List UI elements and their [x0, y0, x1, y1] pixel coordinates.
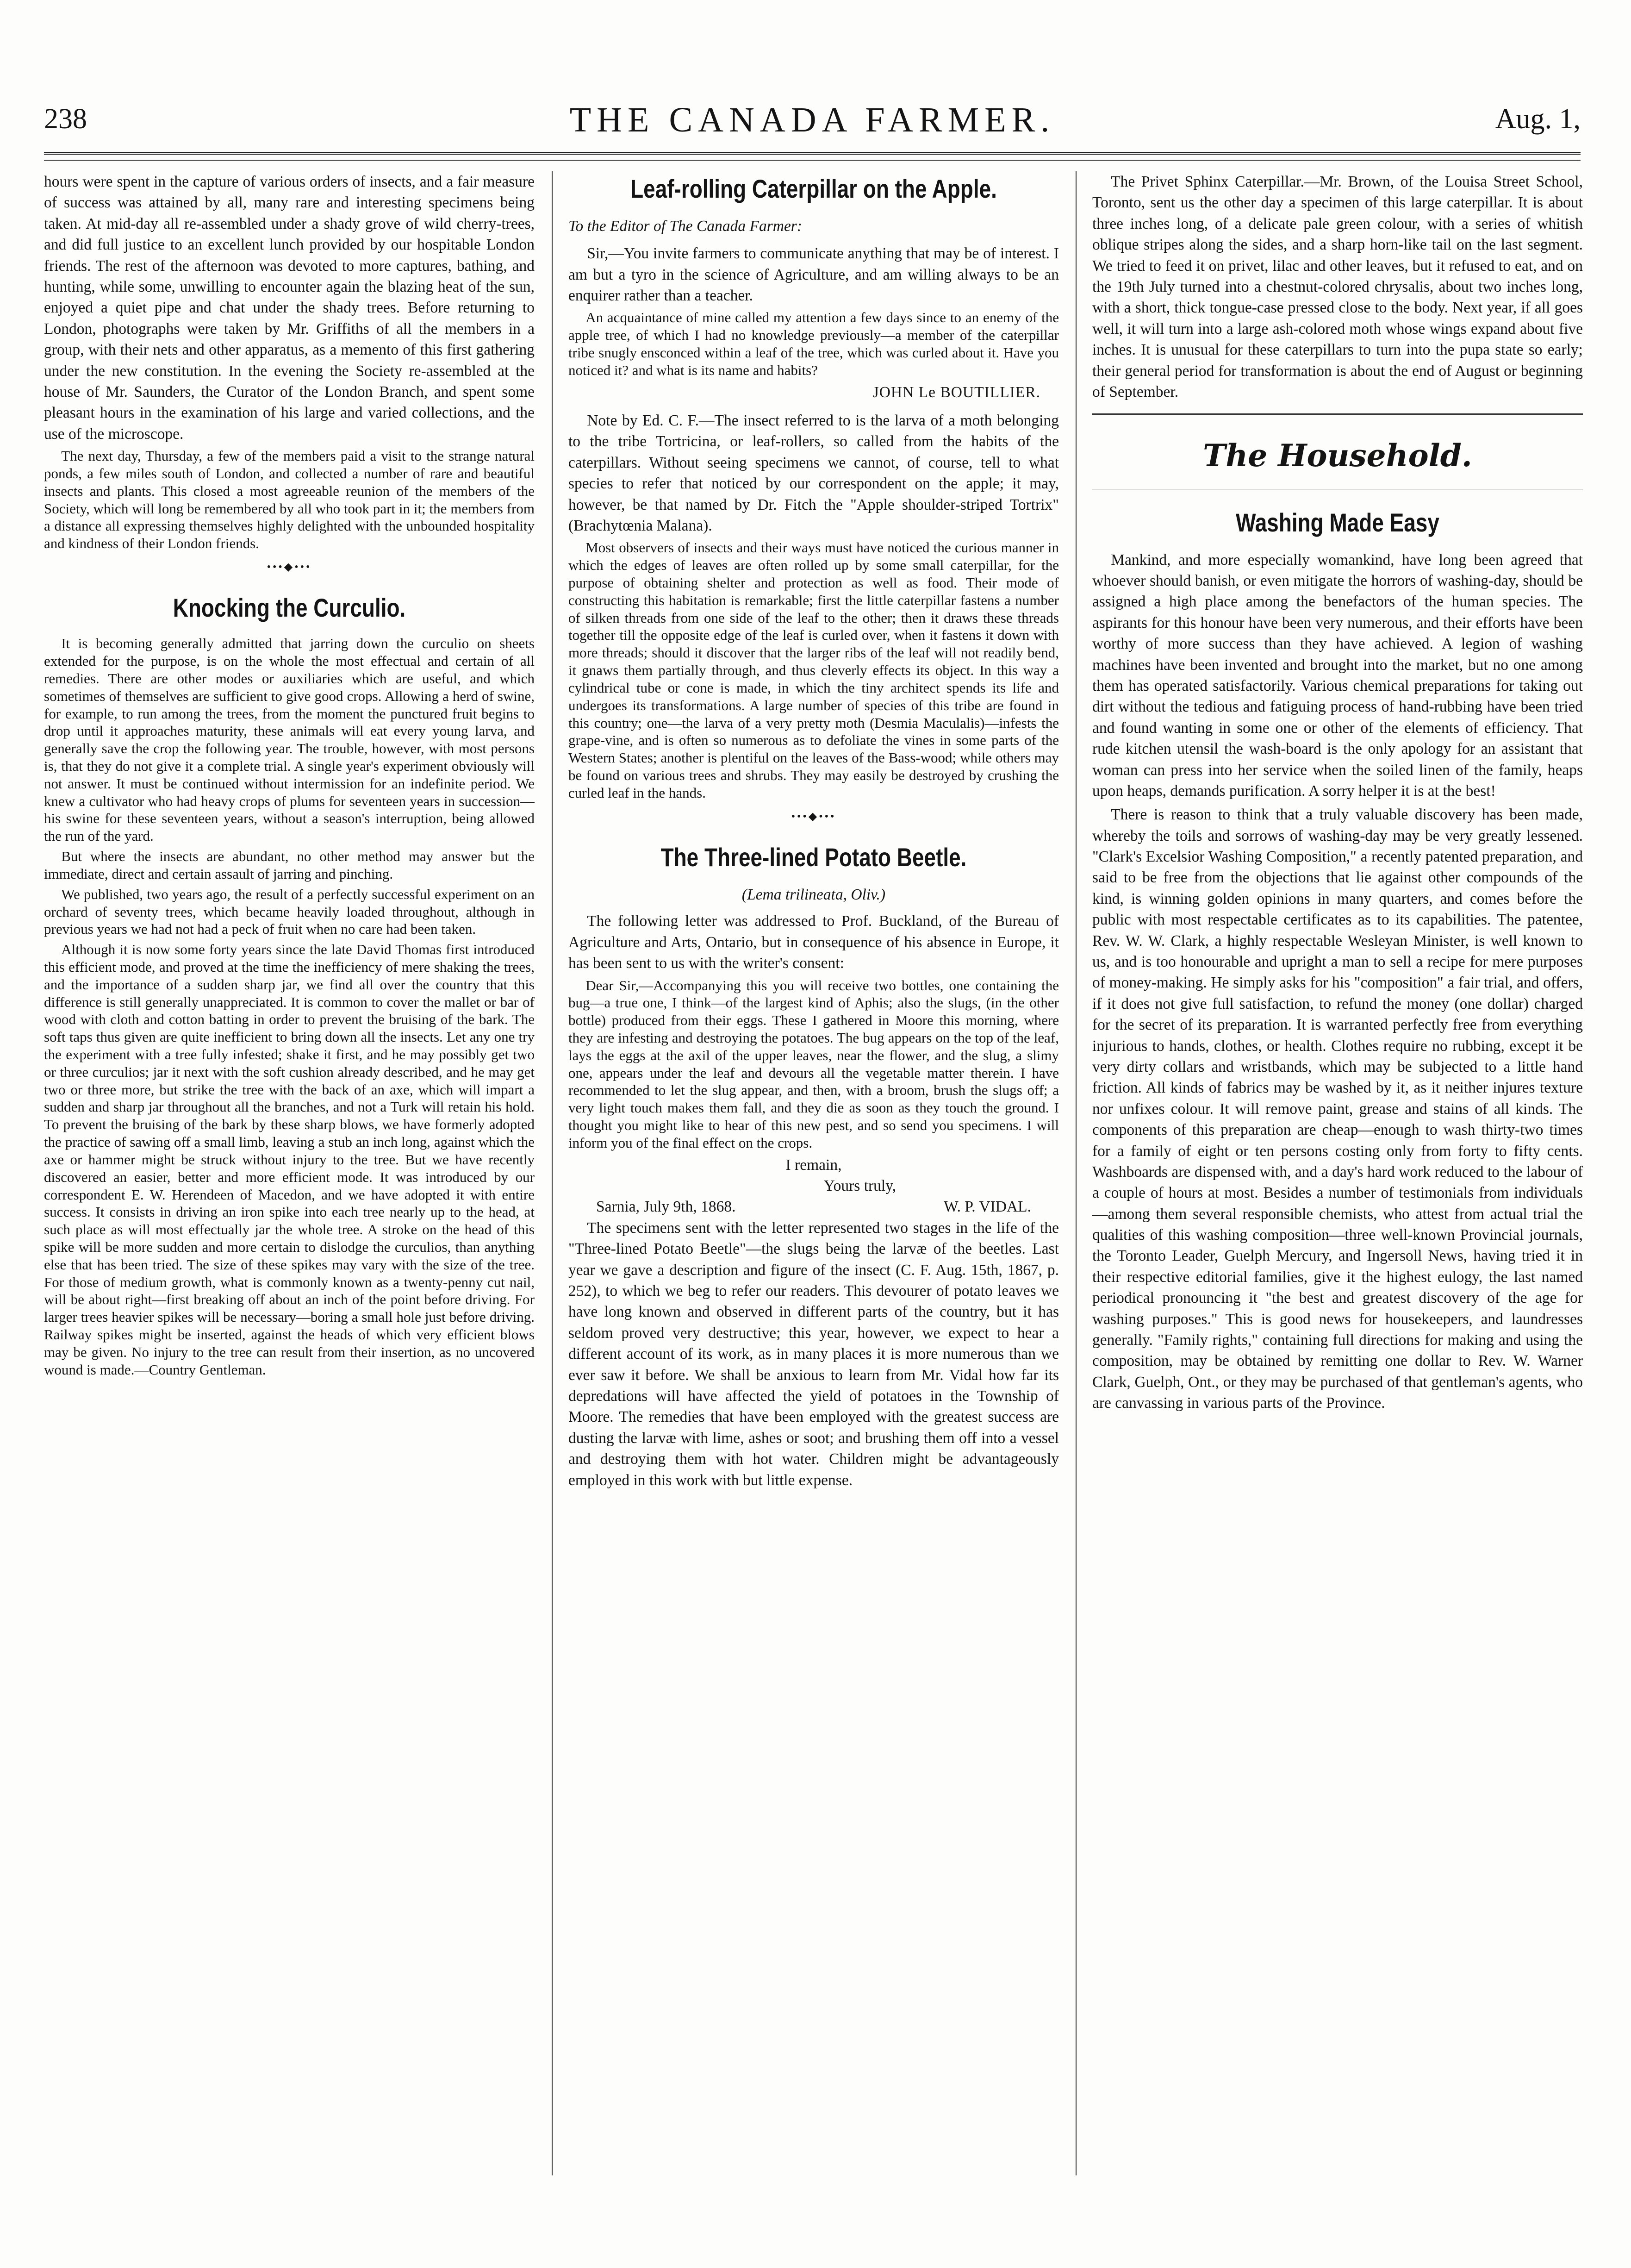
header-rule-thin: [44, 160, 1581, 161]
article-continuation: hours were spent in the capture of various orders of insects, and a fair measure of success was attained by all, many rare and interesting specimens being taken. At mid-day all re-assembled under a shady grove of wild cherry-trees, and did full justice to an excellent lunch provided by our hospitable London friends. The rest of the afternoon was devoted to more captures, bathing, and hunting, while some, unwilling to encounter again the blazing heat of the sun, enjoyed a quiet pipe and chat under the shady trees. Before returning to London, photographs were taken by Mr. Griffiths of all the members in a group, with their nets and other apparatus, as a memento of this first gathering under the new constitution. In the evening the Society re-assembled at the house of Mr. Saunders, the Curator of the London Branch, and spent some pleasant hours in the examination of his large and varied collections, and the use of the microscope.: [44, 173, 535, 443]
section-ornament: •••◆•••: [791, 810, 836, 823]
letter-valediction: I remain,: [785, 1156, 842, 1174]
letter-signature: JOHN Le BOUTILLIER.: [872, 383, 1040, 401]
leaf-rolling-title: Leaf-rolling Caterpillar on the Apple.: [630, 174, 997, 203]
leaf-letter-paragraph-2: An acquaintance of mine called my attention a few days since to an enemy of the apple tree, of which I had no knowledge previously—a member of the caterpillar tribe snugly ensconced within a leaf of the tree, which was curled about it. Have you noticed it? and what is its name and habits?: [568, 309, 1059, 378]
household-heading: The Household.: [1203, 437, 1472, 474]
potato-beetle-subtitle: (Lema trilineata, Oliv.): [741, 886, 886, 903]
potato-beetle-paragraph-2: The specimens sent with the letter represented two stages in the life of the "Three-lined Potato Beetle"—the slugs being the larvæ of the beetles. Last year we gave a description and figure of the insect (C. F. Aug. 15th, 1867, p. 252), to which we beg to refer our readers. This devourer of potato leaves we have long known and observed in different parts of the country, but it has seldom proved very destructive; this year, however, we expect to hear a different account of its work, as in many places it is more numerous than we ever saw it before. We shall be anxious to learn from Mr. Vidal how far its depredations will have affected the yield of potatoes in the Township of Moore. The remedies that have been employed with the greatest success are dusting the larvæ with lime, ashes or soot; and brushing them off into a vessel and destroying them with hot water. Children might be advantageously employed in this work with but little expense.: [568, 1219, 1059, 1489]
curculio-paragraph-1: It is becoming generally admitted that jarring down the curculio on sheets extended for the purpose, is on the whole the most effectual and certain of all remedies. There are other modes or auxiliaries which are useful, and which sometimes of themselves are sufficient to give good crops. Allowing a herd of swine, for example, to run among the trees, from the moment the punctured fruit begins to drop until it approaches maturity, these animals will eat every young larva, and generally save the crop the following year. The trouble, however, with most persons is, that they do not give it a complete trial. A single year's experiment obviously will not answer. It must be continued without intermission for an indefinite period. We knew a cultivator who had heavy crops of plums for seventeen years in succession—his swine for these seventeen years, without a season's interruption, being allowed the run of the yard.: [44, 635, 535, 844]
washing-paragraph-2: There is reason to think that a truly valuable discovery has been made, whereby the toils and sorrows of washing-day may be very greatly lessened. "Clark's Excelsior Washing Composition," a recently patented preparation, and said to be free from the objections that lie against other compounds of the kind, is winning golden opinions in many quarters, and comes before the public with most respectable certificates as to its capabilities. The patentee, Rev. W. W. Clark, a highly respectable Wesleyan Minister, is well known to us, and is too honourable and upright a man to sell a recipe for mere purposes of money-making. He simply asks for his "composition" a fair trial, and offers, if it does not give full satisfaction, to refund the money (one dollar) charged for the secret of its preparation. It is warranted perfectly free from everything injurious to hands, clothes, or health. Clothes require no rubbing, except it be very dirty collars and wristbands, which may be subjected to a little hand friction. All kinds of fabrics may be washed by it, as it neither injures texture nor unfixes colour. It will remove paint, grease and stains of all kinds. The components of this preparation are cheap—enough to wash thirty-two times for a family of eight or ten persons costing only from forty to fifty cents. Washboards are dispensed with, and a day's hard work reduced to the labour of a couple of hours at most. Besides a number of testimonials from individuals—among them several responsible chemists, who attest from actual trial the qualities of this washing composition—three well-known Provincial journals, the Toronto Leader, Guelph Mercury, and Ingersoll News, having tried it in their respective editorial families, give it the highest eulogy, the last named periodical pronouncing it "the best and greatest discovery of the age for washing purposes." This is good news for housekeepers, and laundresses generally. "Family rights," containing full directions for making and using the composition, may be obtained by remitting one dollar to Rev. W. Warner Clark, Guelph, Ont., or they may be purchased of that gentleman's agents, who are canvassing in various parts of the Province.: [1092, 806, 1583, 1412]
curculio-paragraph-3: We published, two years ago, the result of a perfectly successful experiment on an orchard of seventy trees, which became heavily loaded throughout, although in previous years we had not had a peck of fruit when no care had been taken.: [44, 886, 535, 937]
article-paragraph: The next day, Thursday, a few of the members paid a visit to the strange natural ponds, a few miles south of London, and collected a number of rare and beautiful insects and plants. This closed a most agreeable reunion of the members of the Society, which will long be remembered by all who took part in it; the members from a distance all expressing themselves highly delighted with the unbounded hospitality and kindness of their London friends.: [44, 448, 535, 552]
letter-author: W. P. VIDAL.: [944, 1198, 1031, 1216]
curculio-title: Knocking the Curculio.: [173, 593, 406, 623]
masthead: THE CANADA FARMER.: [569, 100, 1055, 139]
section-ornament: •••◆•••: [267, 561, 312, 573]
curculio-paragraph-2: But where the insects are abundant, no other method may answer but the immediate, direct and certain assault of jarring and pinching.: [44, 848, 535, 882]
header-rule: [44, 152, 1581, 159]
column-divider-1: [552, 171, 553, 2175]
privet-sphinx-paragraph: The Privet Sphinx Caterpillar.—Mr. Brown, of the Louisa Street School, Toronto, sent us the other day a specimen of this large caterpillar. It is about three inches long, of a delicate pale green colour, with a series of whitish oblique stripes along the sides, and a sharp horn-like tail on the last segment. We tried to feed it on privet, lilac and other leaves, but it refused to eat, and on the 19th July turned into a chestnut-colored chrysalis, about two inches long, with a short, thick tongue-case pressed close to the body. Next year, if all goes well, it will turn into a large ash-colored moth whose wings expand about five inches. It is unusual for these caterpillars to turn into the pupa state so early; their general period for transformation is about the end of August or beginning of September.: [1092, 173, 1583, 400]
column-2: [568, 171, 1059, 2175]
leaf-letter-paragraph-1: Sir,—You invite farmers to communicate anything that may be of interest. I am but a tyro in the science of Agriculture, and am willing always to be an enquirer rather than a teacher.: [568, 245, 1059, 305]
potato-beetle-letter: Dear Sir,—Accompanying this you will receive two bottles, one containing the bug—a true one, I think—of the largest kind of Aphis; also the slugs, (in the other bottle) produced from their eggs. These I gathered in Moore this morning, where they are infesting and destroying the potatoes. The bug appears on the top of the leaf, lays the eggs at the axil of the upper leaves, near the flower, and the slug, a slimy one, appears under the leaf and devours all the vegetable matter therein. I have recommended to let the slug appear, and then, with a broom, brush the slugs off; a very light touch makes them fall, and they die as soon as they touch the ground. I thought you might like to hear of this new pest, and so send you specimens. I will inform you of the final effect on the crops.: [568, 977, 1059, 1151]
column-3: [1092, 171, 1583, 2175]
column-divider-2: [1076, 171, 1077, 2175]
potato-beetle-title: The Three-lined Potato Beetle.: [660, 843, 967, 872]
editor-note-paragraph-2: Most observers of insects and their ways must have noticed the curious manner in which the edges of leaves are often rolled up by some small caterpillar, for the purpose of obtaining shelter and protection as well as food. Their mode of constructing this habitation is remarkable; first the little caterpillar fastens a number of silken threads from one side of the leaf to the other; then it draws these threads together till the opposite edge of the leaf is curled over, when it fastens it down with more threads; should it discover that the larger ribs of the leaf will not readily bend, it gnaws them partially through, and thus cleverly effects its object. In this way a cylindrical tube or cone is made, in which the tiny architect spends its life and undergoes its transformations. A large number of species of this tribe are found in this country; one—the larva of a very pretty moth (Desmia Maculalis)—infests the grape-vine, and is often so numerous as to defoliate the vines in some parts of the Western States; another is plentiful on the leaves of the Bass-wood; while others may be found on various trees and shrubs. They may easily be destroyed by crushing the curled leaf in the hands.: [568, 539, 1059, 801]
curculio-paragraph-4: Although it is now some forty years since the late David Thomas first introduced this efficient mode, and proved at the time the inefficiency of mere shaking the trees, and the importance of a sudden sharp jar, we find all over the country that this difference is still generally unappreciated. It is common to cover the mallet or bar of wood with cloth and cotton batting in order to prevent the bruising of the bark. The soft taps thus given are quite inefficient to bring down all the insects. Let any one try the experiment with a tree fully infested; shake it first, and he may possibly get two or three curculios; jar it next with the soft cushion already described, and he may get two or three more, but strike the tree with the back of an axe, which will impart a sudden and sharp jar throughout all the branches, and not a Turk will retain his hold. To prevent the bruising of the bark by these sharp blows, we have formerly adopted the practice of sawing off a small limb, leaving a stub an inch long, against which the axe or hammer might be struck without injury to the tree. But we have recently discovered an easier, better and more efficient mode. It was introduced by our correspondent E. W. Herendeen of Macedon, and we have adopted it with entire success. It consists in driving an iron spike into each tree nearly up to the head, at such place as will most effectually jar the whole tree. A stroke on the head of this spike will be more sudden and more certain to dislodge the curculios, than anything else that has been tried. The size of these spikes may vary with the size of the tree. For those of medium growth, what is commonly known as a twenty-penny cut nail, will be about right—first breaking off about an inch of the point before driving. For larger trees heavier spikes will be necessary—boring a small hole just before driving. Railway spikes might be inserted, against the heads of which very efficient blows may be given. No injury to the tree can result from their insertion, as no uncovered wound is made.—Country Gentleman.: [44, 941, 535, 1378]
editor-note-paragraph-1: Note by Ed. C. F.—The insect referred to is the larva of a moth belonging to the tribe Tortricina, or leaf-rollers, so called from the habits of the caterpillars. Without seeing specimens we cannot, of course, tell to what species to refer that noticed by our correspondent on the apple; it may, however, be that named by Dr. Fitch the "Apple shoulder-striped Tortrix" (Brachytœnia Malana).: [568, 412, 1059, 535]
washing-paragraph-1: Mankind, and more especially womankind, have long been agreed that whoever should banish, or even mitigate the horrors of washing-day, should be assigned a high place among the benefactors of the human species. The aspirants for this honour have been very numerous, and their efforts have been worthy of more success than they have achieved. A legion of washing machines have been invented and brought into the market, but no one among them has operated satisfactorily. Various chemical preparations for taking out dirt without the tedious and fatiguing process of hand-rubbing have been tried and found wanting in some one or other of the elements of efficiency. That rude kitchen utensil the wash-board is the only apology for an assistant that woman can press into her service when the soiled linen of the family, heaps upon heaps, demands purification. A sorry helper it is at the best!: [1092, 551, 1583, 800]
page-number: 238: [44, 103, 87, 135]
letter-closing: Yours truly,: [823, 1177, 896, 1195]
issue-date: Aug. 1,: [1495, 103, 1581, 135]
letter-place-date: Sarnia, July 9th, 1868.: [596, 1198, 736, 1216]
section-rule: [1092, 413, 1583, 415]
washing-title: Washing Made Easy: [1236, 507, 1439, 537]
potato-beetle-intro: The following letter was addressed to Prof. Buckland, of the Bureau of Agriculture and Arts, Ontario, but in consequence of his absence in Europe, it has been sent to us with the writer's consent:: [568, 912, 1059, 972]
column-1: [44, 171, 535, 2175]
letter-signature-line: [568, 1196, 1059, 1217]
to-editor-line: To the Editor of The Canada Farmer:: [568, 217, 803, 235]
page-header: [44, 97, 1581, 148]
